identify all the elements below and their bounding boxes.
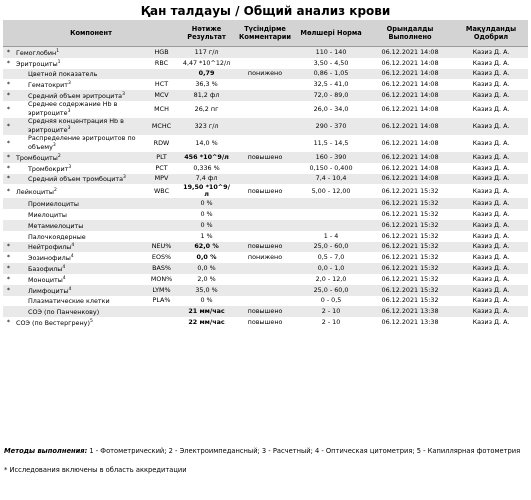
table-row [3,174,528,185]
norm-range: 7,4 - 10,4 [296,174,366,185]
accreditation-star: * [3,285,14,296]
accreditation-star [3,306,14,317]
table-row [3,252,528,263]
result-comment [234,58,296,69]
approver-name: Казиз Д. А. [472,80,510,89]
table-row [3,285,528,296]
norm-range: 5,00 - 12,00 [311,186,351,195]
table-row [3,58,528,69]
component-code: RBC [154,58,169,67]
approver-name: Казиз Д. А. [472,296,510,305]
result-value: 456 *10^9/л [179,152,234,163]
result-value: 0 % [200,296,213,305]
component-code: HGB [144,47,179,58]
result-value: 0,0 % [179,263,234,274]
executed-date: 06.12.2021 15:32 [366,220,454,231]
header-comment: Түсіндірме Комментарии [234,20,296,47]
component-code [144,209,179,220]
result-comment: повышено [247,186,283,195]
norm-range: 2,0 - 12,0 [315,274,347,283]
result-value: 0,79 [179,69,234,80]
component-code [144,306,179,317]
component-code [144,231,179,242]
executed-date: 06.12.2021 14:08 [381,80,439,89]
result-comment: повышено [234,242,296,253]
result-comment [234,263,296,274]
norm-range: 290 - 370 [296,118,366,135]
component-name: Промиелоциты [14,198,144,209]
component-code [144,220,179,231]
component-name: Распределение эритроцитов по объему$^3$ [28,134,136,152]
executed-date: 06.12.2021 15:32 [381,231,439,240]
table-row [3,274,528,285]
accreditation-star: * [6,318,11,327]
result-value: 1 % [200,231,213,240]
component-code [144,198,179,209]
result-value: 0 % [200,210,213,219]
accreditation-star: * [6,138,11,147]
table-row [3,47,528,58]
table-row [3,152,528,163]
table-row [3,220,528,231]
approver-name: Казиз Д. А. [472,274,510,283]
accreditation-star: * [3,47,14,58]
table-row [3,209,528,220]
component-name: Средняя концентрация Hb в эритроците$^3$ [14,118,144,135]
approver-name: Казиз Д. А. [454,174,528,185]
methods-label: Методы выполнения: [4,447,88,455]
table-row [3,79,528,90]
approver-name: Казиз Д. А. [454,90,528,101]
result-value: 19,50 *10^9/л [183,183,230,199]
result-comment [234,47,296,58]
executed-date: 06.12.2021 14:08 [366,47,454,58]
accreditation-note: * Исследования включены в область аккредитации [4,466,187,474]
component-code: MCHC [144,118,179,135]
component-code: PCT [155,163,168,172]
component-code: BAS% [144,263,179,274]
component-name: Моноциты$^4$ [28,275,66,284]
result-value: 35,0 % [179,285,234,296]
result-value: 81,2 фл [179,90,234,101]
norm-range: 0,0 - 1,0 [296,263,366,274]
executed-date: 06.12.2021 14:08 [366,174,454,185]
accreditation-star [3,231,14,242]
accreditation-star: * [3,118,14,135]
result-value: 0,336 % [193,163,220,172]
result-value: 0 % [179,220,234,231]
result-comment [234,220,296,231]
approver-name: Казиз Д. А. [472,104,510,113]
table-row [3,317,528,328]
component-name: Эритроциты$^1$ [16,59,61,68]
table-row [3,90,528,101]
result-value: 26,2 пг [194,104,219,113]
component-code: MON% [150,274,173,283]
table-row [3,101,528,118]
norm-range [296,209,366,220]
norm-range [296,198,366,209]
accreditation-star: * [3,174,14,185]
table-row [3,306,528,317]
norm-range: 25,0 - 60,0 [296,285,366,296]
norm-range: 0,86 - 1,05 [296,69,366,80]
methods-text: 1 - Фотометрический; 2 - Электроимпедансный; 3 - Расчетный; 4 - Оптическая цитометрия; 5 - Капиллярная фотометрия [87,447,521,455]
result-value: 21 мм/час [179,306,234,317]
results-table [3,20,528,328]
table-header [3,20,528,47]
result-comment: повышено [234,152,296,163]
component-name: Гемоглобин$^1$ [14,47,144,58]
component-name: Цветной показатель [14,69,144,80]
executed-date: 06.12.2021 15:32 [381,253,439,262]
accreditation-star: * [6,253,11,262]
result-value: 4,47 *10^12/л [182,58,231,67]
result-comment [234,274,296,285]
approver-name: Казиз Д. А. [454,198,528,209]
approver-name: Казиз Д. А. [454,285,528,296]
result-comment [234,79,296,90]
component-name: Миелоциты [28,211,67,220]
norm-range: 25,0 - 60,0 [296,242,366,253]
table-row [3,69,528,80]
methods-note [4,447,528,455]
approver-name: Казиз Д. А. [472,138,510,147]
table-row [3,231,528,242]
result-value: 14,0 % [195,138,218,147]
executed-date: 06.12.2021 15:32 [381,274,439,283]
table-row [3,118,528,135]
component-name: Среднее содержание Hb в эритроците$^3$ [28,100,118,118]
norm-range: 0,150 - 0,400 [309,163,353,172]
result-value: 36,3 % [195,80,218,89]
result-value: 62,0 % [179,242,234,253]
approver-name: Казиз Д. А. [454,118,528,135]
executed-date: 06.12.2021 14:08 [381,163,439,172]
executed-date: 06.12.2021 15:32 [381,210,439,219]
norm-range: 110 - 140 [296,47,366,58]
executed-date: 06.12.2021 14:08 [366,118,454,135]
result-comment [234,209,296,220]
norm-range: 0 - 0,5 [320,296,342,305]
result-value: 117 г/л [179,47,234,58]
norm-range [296,220,366,231]
approver-name: Казиз Д. А. [472,253,510,262]
executed-date: 06.12.2021 15:32 [366,198,454,209]
component-name: Метамиелоциты [14,220,144,231]
header-result: Нәтиже Результат [179,20,234,47]
accreditation-star: * [3,263,14,274]
executed-date: 06.12.2021 15:32 [366,285,454,296]
header-component: Компонент [3,20,179,47]
component-name: Лейкоциты$^2$ [16,187,57,196]
executed-date: 06.12.2021 15:32 [366,242,454,253]
accreditation-star: * [3,90,14,101]
executed-date: 06.12.2021 13:38 [381,318,439,327]
result-comment [234,296,296,307]
component-name: Плазматические клетки [28,297,110,306]
approver-name: Казиз Д. А. [454,220,528,231]
component-name: СОЭ (по Вестергрену)$^5$ [16,318,93,328]
accreditation-star: * [6,163,11,172]
result-comment [234,163,296,174]
component-name: Нейтрофилы$^4$ [14,242,144,253]
accreditation-star [3,220,14,231]
accreditation-star: * [6,186,11,195]
approver-name: Казиз Д. А. [454,306,528,317]
approver-name: Казиз Д. А. [472,318,510,327]
executed-date: 06.12.2021 14:08 [381,58,439,67]
executed-date: 06.12.2021 14:08 [381,138,439,147]
approver-name: Казиз Д. А. [472,163,510,172]
component-code: MPV [144,174,179,185]
component-code: WBC [153,186,170,195]
norm-range: 160 - 390 [296,152,366,163]
table-row [3,184,528,198]
report-title: Қан талдауы / Общий анализ крови [140,4,391,18]
component-name: Базофилы$^4$ [14,263,144,274]
header-norm: Мөлшері Норма [296,20,366,47]
accreditation-star: * [6,104,11,113]
component-name: СОЭ (по Панченкову) [14,306,144,317]
norm-range: 26,0 - 34,0 [313,104,349,113]
result-comment [234,118,296,135]
executed-date: 06.12.2021 13:38 [366,306,454,317]
table-row [3,296,528,307]
executed-date: 06.12.2021 14:08 [366,69,454,80]
executed-date: 06.12.2021 14:08 [381,104,439,113]
accreditation-star: * [6,274,11,283]
result-value: 7,4 фл [179,174,234,185]
executed-date: 06.12.2021 15:32 [366,263,454,274]
result-comment: повышено [234,306,296,317]
norm-range: 0,5 - 7,0 [317,253,345,262]
component-name: Средний объем тромбоцита$^3$ [14,174,144,185]
result-comment [234,101,296,118]
approver-name: Казиз Д. А. [472,186,510,195]
component-code: MCH [154,104,169,113]
executed-date: 06.12.2021 15:32 [381,186,439,195]
result-value: 0 % [179,198,234,209]
accreditation-star [3,198,14,209]
component-code: EOS% [151,253,172,262]
executed-date: 06.12.2021 14:08 [366,152,454,163]
accreditation-star [3,69,14,80]
accreditation-star [3,209,14,220]
component-name: Тромбоциты$^2$ [14,152,144,163]
norm-range: 72,0 - 89,0 [296,90,366,101]
header-approved: Мақұлданды Одобрил [454,20,528,47]
component-code: RDW [153,138,170,147]
result-value: 0,0 % [196,253,217,262]
result-comment [234,90,296,101]
result-comment [234,231,296,242]
component-name: Лимфоциты$^4$ [14,285,144,296]
header-executed: Орындалды Выполнено [366,20,454,47]
component-code: NEU% [144,242,179,253]
norm-range: 1 - 4 [323,231,339,240]
result-comment: понижено [247,253,283,262]
table-row [3,135,528,152]
approver-name: Казиз Д. А. [472,231,510,240]
table-row [3,163,528,174]
component-code: MCV [144,90,179,101]
component-code: HCT [154,80,169,89]
component-name: Гематокрит$^3$ [28,81,71,90]
approver-name: Казиз Д. А. [454,263,528,274]
component-code [144,69,179,80]
norm-range: 32,5 - 41,0 [313,80,349,89]
table-row [3,198,528,209]
accreditation-star: * [3,152,14,163]
result-value: 2,0 % [197,274,216,283]
result-comment [234,198,296,209]
accreditation-star: * [6,80,11,89]
component-name: Эозинофилы$^4$ [28,254,74,263]
approver-name: Казиз Д. А. [472,58,510,67]
accreditation-star: * [6,58,11,67]
norm-range: 11,5 - 14,5 [313,138,349,147]
norm-range: 3,50 - 4,50 [313,58,349,67]
executed-date: 06.12.2021 15:32 [381,296,439,305]
accreditation-star [3,296,14,307]
accreditation-star: * [3,242,14,253]
approver-name: Казиз Д. А. [454,152,528,163]
approver-name: Казиз Д. А. [454,69,528,80]
component-code: LYM% [144,285,179,296]
approver-name: Казиз Д. А. [454,242,528,253]
approver-name: Казиз Д. А. [472,210,510,219]
component-name: Тромбокрит$^3$ [28,164,72,173]
table-row [3,263,528,274]
executed-date: 06.12.2021 14:08 [366,90,454,101]
result-comment [234,174,296,185]
result-value: 22 мм/час [188,318,225,327]
approver-name: Казиз Д. А. [454,47,528,58]
component-name: Средний объем эритроцита$^3$ [14,90,144,101]
component-code: PLT [144,152,179,163]
result-comment [234,135,296,152]
result-value: 323 г/л [179,118,234,135]
component-code [144,317,179,328]
result-comment [234,285,296,296]
component-code: PLA% [152,296,171,305]
result-comment: понижено [234,69,296,80]
component-name: Палочкоядерные [28,232,86,241]
result-comment: повышено [247,318,283,327]
table-row [3,242,528,253]
norm-range: 2 - 10 [296,306,366,317]
norm-range: 2 - 10 [321,318,341,327]
